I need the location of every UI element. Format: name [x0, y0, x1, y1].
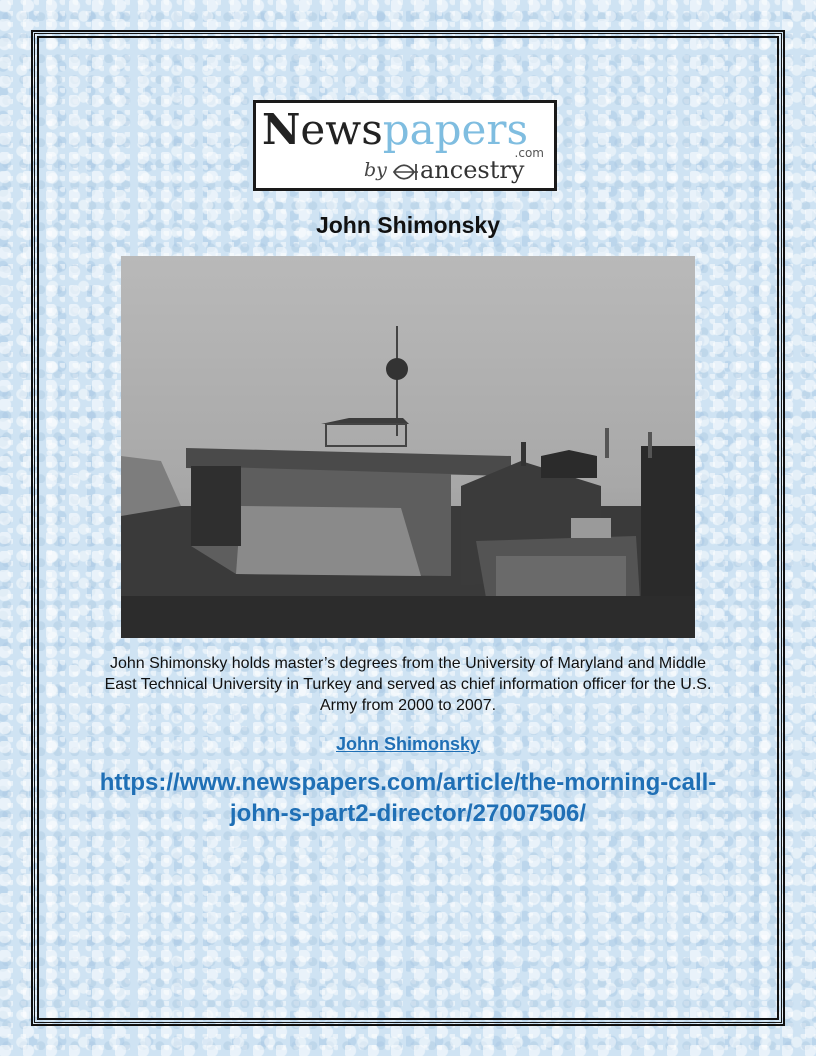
ancestry-leaf-icon: [392, 161, 420, 183]
logo-domain: .com: [514, 146, 544, 160]
newspapers-logo: [253, 100, 557, 191]
logo-letter-n: N: [262, 105, 301, 154]
logo-text-ews: ews: [300, 105, 383, 154]
rooftop-photo-image: [121, 256, 695, 638]
logo-ancestry: ancestry: [420, 156, 525, 184]
logo-text-papers: papers: [382, 105, 529, 154]
author-link[interactable]: John Shimonsky: [335, 734, 481, 754]
article-caption: John Shimonsky holds master’s degrees from the University of Maryland and Middle East Technical University in Turkey and served as chief information officer for the U.S. Army from 2000 to 2007.: [104, 655, 712, 714]
article-url[interactable]: https://www.newspapers.com/article/the-morning-call-john-s-part2-director/27007506/: [99, 769, 717, 827]
logo-wordmark: [262, 107, 528, 153]
page-title: John Shimonsky: [315, 212, 501, 238]
newspaper-photo: [121, 256, 695, 638]
logo-by: by: [364, 159, 387, 181]
